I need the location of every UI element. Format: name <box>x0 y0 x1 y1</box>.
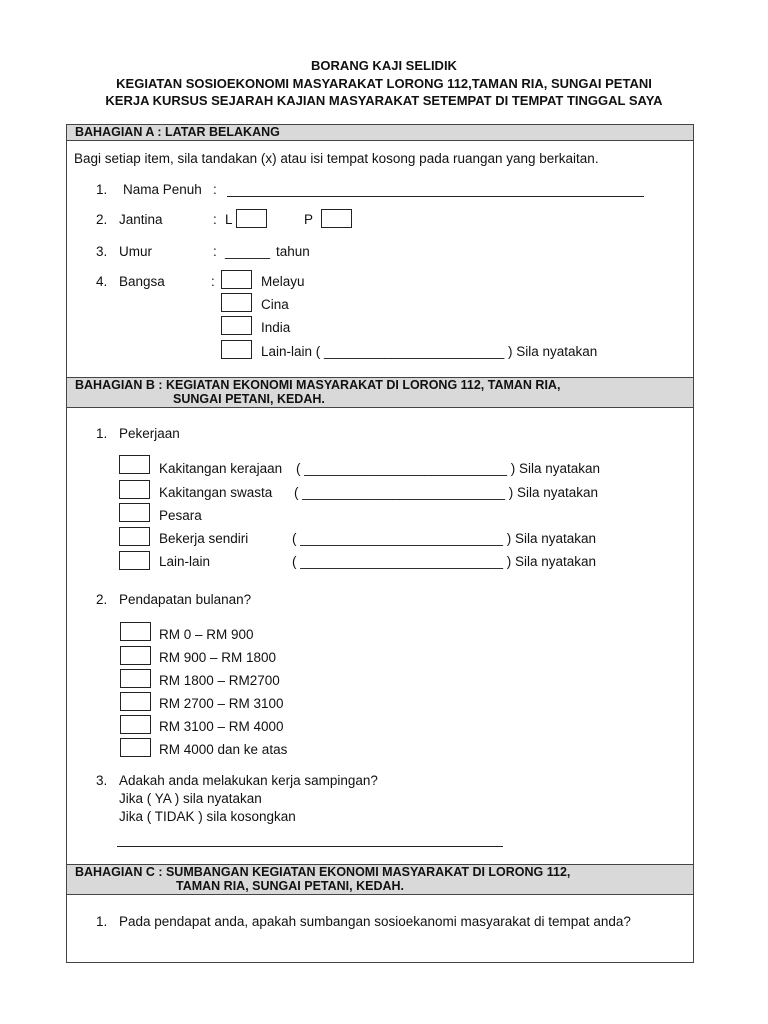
umur-label: Umur <box>119 244 152 259</box>
kerja-sampingan-tidak-text: Jika ( TIDAK ) sila kosongkan <box>119 809 296 824</box>
form-subtitle-2: KERJA KURSUS SEJARAH KAJIAN MASYARAKAT SETEMPAT DI TEMPAT TINGGAL SAYA <box>105 93 663 108</box>
pendapatan-option-label: RM 2700 – RM 3100 <box>159 696 284 711</box>
section-c-title: BAHAGIAN C : SUMBANGAN KEGIATAN EKONOMI MASYARAKAT DI LORONG 112, <box>75 865 571 879</box>
pekerjaan-lain-checkbox[interactable] <box>119 551 150 570</box>
pekerjaan-swasta-checkbox[interactable] <box>119 480 150 499</box>
section-b-title: BAHAGIAN B : KEGIATAN EKONOMI MASYARAKAT DI LORONG 112, TAMAN RIA, <box>75 378 561 392</box>
jantina-l-checkbox[interactable] <box>236 209 267 228</box>
question-number: 3. <box>96 773 108 788</box>
pendapatan-option-label: RM 4000 dan ke atas <box>159 742 288 757</box>
question-number: 2. <box>96 212 108 227</box>
pekerjaan-option-detail[interactable]: ( ___________________________ ) Sila nyatakan <box>294 485 599 500</box>
kerja-sampingan-ya-text: Jika ( YA ) sila nyatakan <box>119 791 262 806</box>
section-c-header <box>67 864 693 895</box>
nama-penuh-label: Nama Penuh <box>123 182 202 197</box>
question-number: 1. <box>96 914 108 929</box>
kerja-sampingan-field[interactable] <box>117 846 503 847</box>
section-b-title-2: SUNGAI PETANI, KEDAH. <box>173 392 325 406</box>
form-title: BORANG KAJI SELIDIK <box>311 58 457 73</box>
bangsa-cina-checkbox[interactable] <box>221 293 252 312</box>
question-number: 3. <box>96 244 108 259</box>
jantina-option-p-label: P <box>304 212 314 227</box>
pekerjaan-option-label: Kakitangan swasta <box>159 485 273 500</box>
section-a-title: BAHAGIAN A : LATAR BELAKANG <box>75 125 280 139</box>
sumbangan-question: Pada pendapat anda, apakah sumbangan sosioekanomi masyarakat di tempat anda? <box>119 914 631 929</box>
pendapatan-checkbox[interactable] <box>120 692 151 711</box>
pendapatan-checkbox[interactable] <box>120 715 151 734</box>
pekerjaan-option-detail[interactable]: ( ___________________________ ) Sila nyatakan <box>292 531 597 546</box>
pendapatan-option-label: RM 1800 – RM2700 <box>159 673 280 688</box>
question-number: 2. <box>96 592 108 607</box>
colon: : <box>211 274 215 289</box>
instruction-text: Bagi setiap item, sila tandakan (x) atau isi tempat kosong pada ruangan yang berkaitan. <box>74 151 599 166</box>
jantina-option-l-label: L <box>225 212 233 227</box>
nama-penuh-field[interactable] <box>227 196 644 197</box>
question-number: 1. <box>96 182 108 197</box>
bangsa-lain-checkbox[interactable] <box>221 340 252 359</box>
section-a-header <box>67 124 693 141</box>
pekerjaan-kerajaan-checkbox[interactable] <box>119 455 150 474</box>
pendapatan-option-label: RM 900 – RM 1800 <box>159 650 277 665</box>
pekerjaan-option-detail[interactable]: ( ___________________________ ) Sila nyatakan <box>296 461 601 476</box>
question-number: 1. <box>96 426 108 441</box>
pendapatan-option-label: RM 3100 – RM 4000 <box>159 719 284 734</box>
bangsa-option-label: Melayu <box>261 274 305 289</box>
pekerjaan-option-detail[interactable]: ( ___________________________ ) Sila nyatakan <box>292 554 597 569</box>
pendapatan-checkbox[interactable] <box>120 622 151 641</box>
kerja-sampingan-label: Adakah anda melakukan kerja sampingan? <box>119 773 378 788</box>
pendapatan-checkbox[interactable] <box>120 738 151 757</box>
umur-unit: tahun <box>276 244 310 259</box>
section-c-title-2: TAMAN RIA, SUNGAI PETANI, KEDAH. <box>176 879 405 893</box>
question-number: 4. <box>96 274 108 289</box>
pendapatan-checkbox[interactable] <box>120 646 151 665</box>
pekerjaan-option-label: Bekerja sendiri <box>159 531 249 546</box>
form-subtitle: KEGIATAN SOSIOEKONOMI MASYARAKAT LORONG 112,TAMAN RIA, SUNGAI PETANI <box>116 76 652 91</box>
bangsa-india-checkbox[interactable] <box>221 316 252 335</box>
pendapatan-option-label: RM 0 – RM 900 <box>159 627 254 642</box>
colon: : <box>213 244 217 259</box>
bangsa-option-label: India <box>261 320 291 335</box>
colon: : <box>213 182 217 197</box>
pekerjaan-pesara-checkbox[interactable] <box>119 503 150 522</box>
bangsa-label: Bangsa <box>119 274 165 289</box>
pekerjaan-sendiri-checkbox[interactable] <box>119 527 150 546</box>
jantina-label: Jantina <box>119 212 163 227</box>
umur-field[interactable]: ______ <box>225 244 271 259</box>
pekerjaan-option-label: Pesara <box>159 508 202 523</box>
pendapatan-checkbox[interactable] <box>120 669 151 688</box>
pekerjaan-option-label: Kakitangan kerajaan <box>159 461 283 476</box>
pekerjaan-label: Pekerjaan <box>119 426 180 441</box>
bangsa-option-label: Lain-lain ( ________________________ ) Sila nyatakan <box>261 344 598 359</box>
bangsa-option-label: Cina <box>261 297 289 312</box>
jantina-p-checkbox[interactable] <box>321 209 352 228</box>
section-b-header <box>67 377 693 408</box>
pendapatan-label: Pendapatan bulanan? <box>119 592 252 607</box>
bangsa-melayu-checkbox[interactable] <box>221 270 252 289</box>
pekerjaan-option-label: Lain-lain <box>159 554 211 569</box>
colon: : <box>213 212 217 227</box>
